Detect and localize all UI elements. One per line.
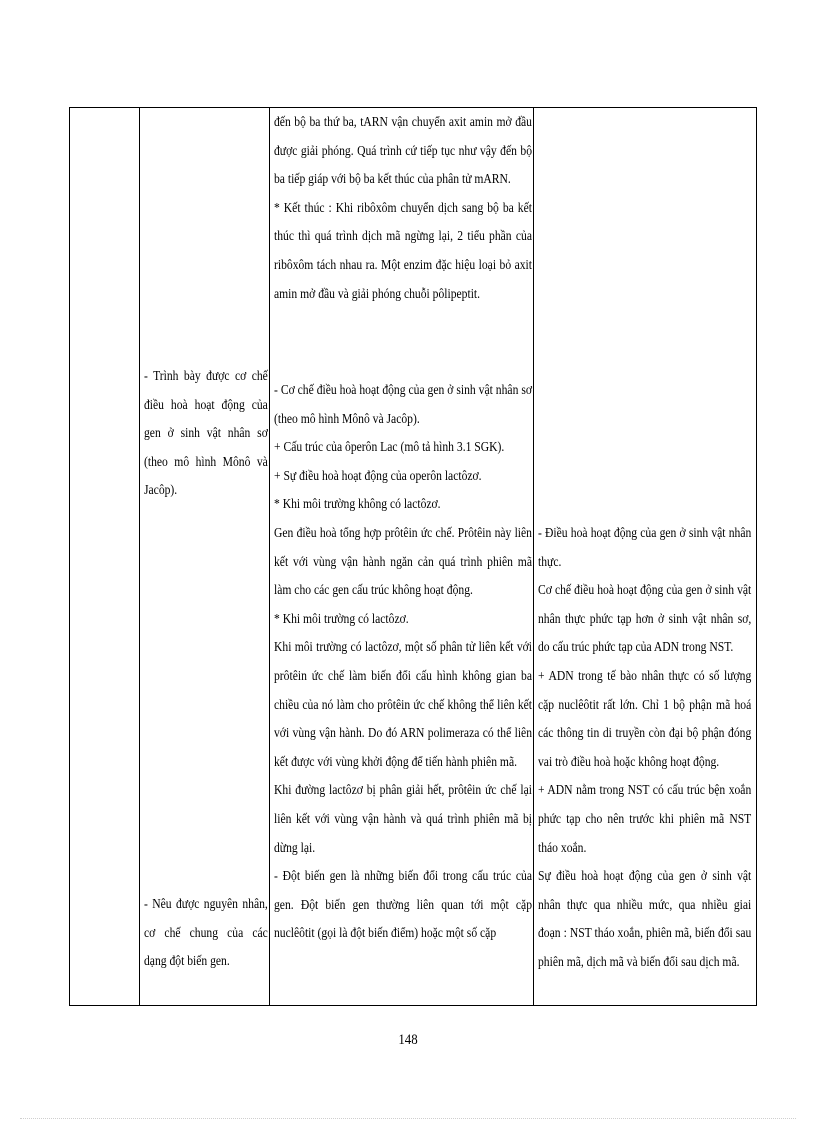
content-table — [69, 107, 757, 1006]
content-eukaryote-regulation — [538, 519, 751, 977]
objective-text: - Trình bày được cơ chế điều hoà hoạt động của gen ở sinh vật nhân sơ (theo mô hình Mônô và Jacôp). — [144, 368, 268, 498]
column-divider — [269, 108, 270, 1005]
paragraph: Khi đường lactôzơ bị phân giải hết, prôtêin ức chế lại liên kết với vùng vận hành và quá trình phiên mã bị dừng lại. — [274, 782, 532, 855]
paragraph: * Khi môi trường không có lactôzơ. — [274, 496, 441, 512]
page-footer-rule — [20, 1118, 796, 1119]
column-divider — [139, 108, 140, 1005]
paragraph: Cơ chế điều hoà hoạt động của gen ở sinh vật nhân thực phức tạp hơn ở sinh vật nhân sơ, do cấu trúc phức tạp của ADN trong NST. — [538, 582, 752, 655]
paragraph: * Khi môi trường có lactôzơ. — [274, 610, 409, 626]
paragraph: + Sự điều hoà hoạt động của operôn lactôzơ. — [274, 467, 482, 483]
paragraph: Sự điều hoà hoạt động của gen ở sinh vật nhân thực qua nhiều mức, qua nhiều giai đoạn : NST tháo xoắn, phiên mã, biến đổi sau phiên mã, dịch mã và biến đổi sau dịch mã. — [538, 868, 752, 969]
paragraph: + Cấu trúc của ôperôn Lac (mô tả hình 3.1 SGK). — [274, 439, 505, 455]
content-regulation — [274, 376, 532, 948]
paragraph: Gen điều hoà tổng hợp prôtêin ức chế. Prôtêin này liên kết với vùng vận hành ngăn cản quá trình phiên mã làm cho các gen cấu trúc không hoạt động. — [274, 524, 532, 598]
paragraph: đến bộ ba thứ ba, tARN vận chuyển axit amin mở đầu được giải phóng. Quá trình cứ tiếp tục như vậy đến bộ ba tiếp giáp với bộ ba kết thúc của phân tử mARN. — [274, 114, 532, 187]
paragraph: + ADN trong tế bào nhân thực có số lượng cặp nuclêôtit rất lớn. Chỉ 1 bộ phận mã hoá các thông tin di truyền còn đại bộ phận đóng vai trò điều hoà hoặc không hoạt động. — [538, 667, 752, 769]
paragraph: - Cơ chế điều hoà hoạt động của gen ở sinh vật nhân sơ (theo mô hình Mônô và Jacôp). — [274, 382, 532, 426]
paragraph: * Kết thúc : Khi ribôxôm chuyển dịch sang bộ ba kết thúc thì quá trình dịch mã ngừng lại, 2 tiểu phần của ribôxôm tách nhau ra. Một enzim đặc hiệu loại bỏ axit amin mở đầu và giải phóng chuỗi pôlipeptit. — [274, 199, 532, 301]
page-number: 148 — [398, 1032, 418, 1048]
column-divider — [533, 108, 534, 1005]
paragraph: Khi môi trường có lactôzơ, một số phân tử liên kết với prôtêin ức chế làm biến đổi cấu hình không gian ba chiều của nó làm cho prôtêin ức chế không thể liên kết với vùng vận hành. Do đó ARN polimeraza có thể liên kết được với vùng khởi động để tiến hành phiên mã. — [274, 639, 532, 769]
paragraph: - Đột biến gen là những biến đổi trong cấu trúc của gen. Đột biến gen thường liên quan tới một cặp nuclêôtit (gọi là đột biến điểm) hoặc một số cặp — [274, 868, 532, 941]
content-translation — [274, 108, 532, 308]
objective-text: - Nêu được nguyên nhân, cơ chế chung của các dạng đột biến gen. — [144, 896, 268, 969]
paragraph: + ADN nằm trong NST có cấu trúc bện xoắn phức tạp cho nên trước khi phiên mã NST tháo xoắn. — [538, 782, 752, 855]
objective-regulation-prokaryote — [144, 362, 268, 505]
paragraph: - Điều hoà hoạt động của gen ở sinh vật nhân thực. — [538, 525, 752, 569]
objective-gene-mutation — [144, 890, 268, 976]
